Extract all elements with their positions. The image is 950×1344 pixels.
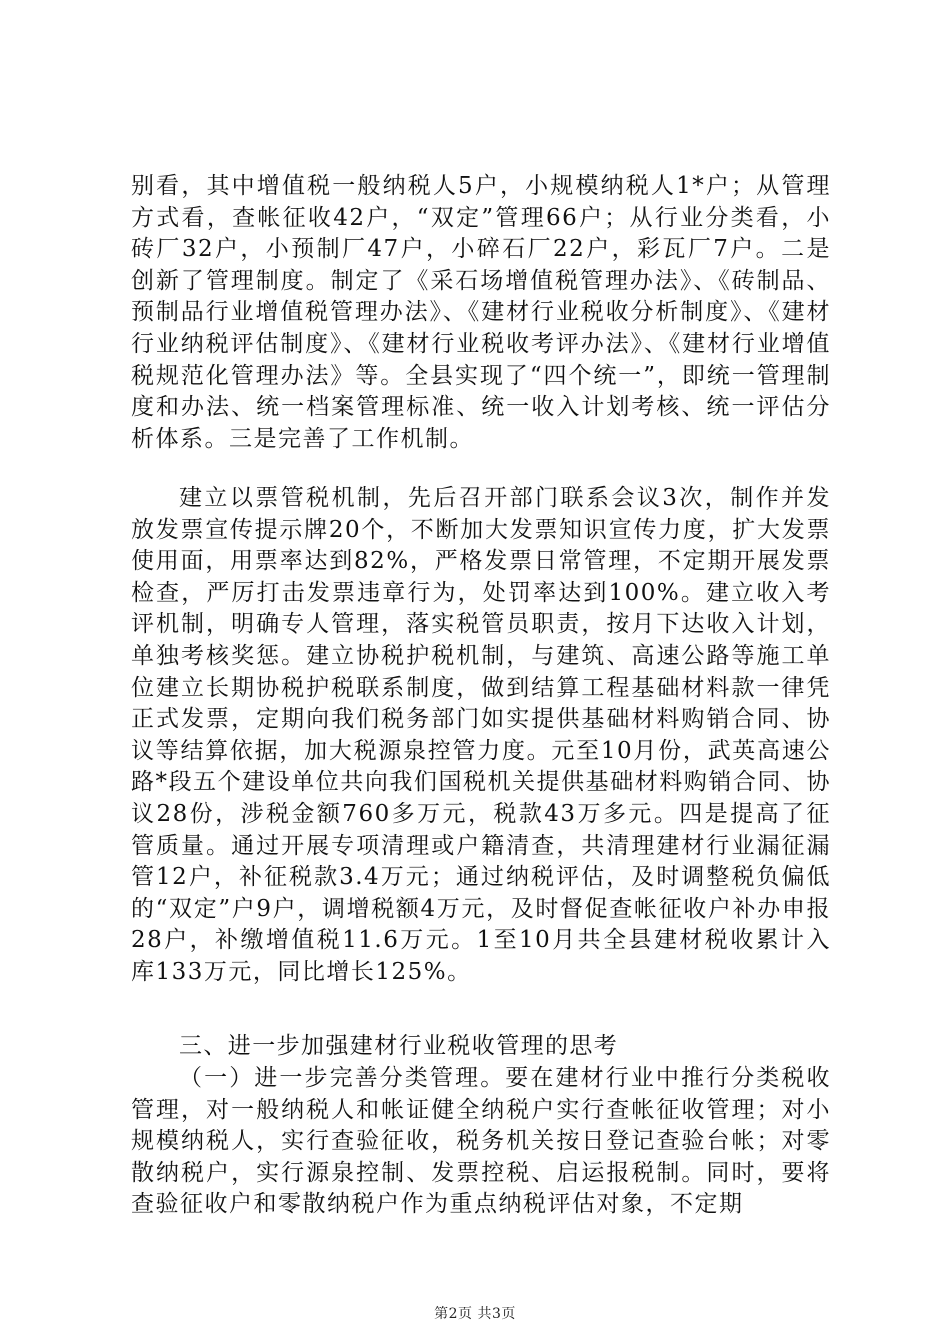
paragraph-building-materials-overview: 别看，其中增值税一般纳税人5户，小规模纳税人1*户；从管理方式看，查帐征收42户，“双定”管理66户；从行业分类看，小砖厂32户，小预制厂47户，小碎石厂22户，彩瓦厂7户。二是创新了管理制度。制定了《采石场增值税管理办法》、《砖制品、预制品行业增值税管理办法》、《建材行业税收分析制度》、《建材行业纳税评估制度》、《建材行业税收考评办法》、《建材行业增值税规范化管理办法》等。全县实现了“四个统一”，即统一管理制度和办法、统一档案管理标准、统一收入计划考核、统一评估分析体系。三是完善了工作机制。 <box>131 173 831 452</box>
section-heading: 三、进一步加强建材行业税收管理的思考 <box>179 1033 619 1059</box>
page-footer: 第2页 共3页 <box>434 1306 516 1322</box>
paragraph-invoice-mechanism: 建立以票管税机制，先后召开部门联系会议3次，制作并发放发票宣传提示牌20个，不断加大发票知识宣传力度，扩大发票使用面，用票率达到82%，严格发票日常管理，不定期开展发票检查，严厉打击发票违章行为，处罚率达到100%。建立收入考评机制，明确专人管理，落实税管员职责，按月下达收入计划，单独考核奖惩。建立协税护税机制，与建筑、高速公路等施工单位建立长期协税护税联系制度，做到结算工程基础材料款一律凭正式发票，定期向我们税务部门如实提供基础材料购销合同、协议等结算依据，加大税源泉控管力度。元至10月份，武英高速公路*段五个建设单位共向我们国税机关提供基础材料购销合同、协议28份，涉税金额760多万元，税款43万多元。四是提高了征管质量。通过开展专项清理或户籍清查，共清理建材行业漏征漏管12户，补征税款3.4万元；通过纳税评估，及时调整税负偏低的“双定”户9户，调增税额4万元，及时督促查帐征收户补办申报28户，补缴增值税11.6万元。1至10月共全县建材税收累计入库133万元，同比增长125%。 <box>131 485 831 985</box>
paragraph-classified-management: （一）进一步完善分类管理。要在建材行业中推行分类税收管理，对一般纳税人和帐证健全纳税户实行查帐征收管理；对小规模纳税人，实行查验征收，税务机关按日登记查验台帐；对零散纳税户，实行源泉控制、发票控税、启运报税制。同时，要将查验征收户和零散纳税户作为重点纳税评估对象，不定期 <box>131 1065 831 1218</box>
